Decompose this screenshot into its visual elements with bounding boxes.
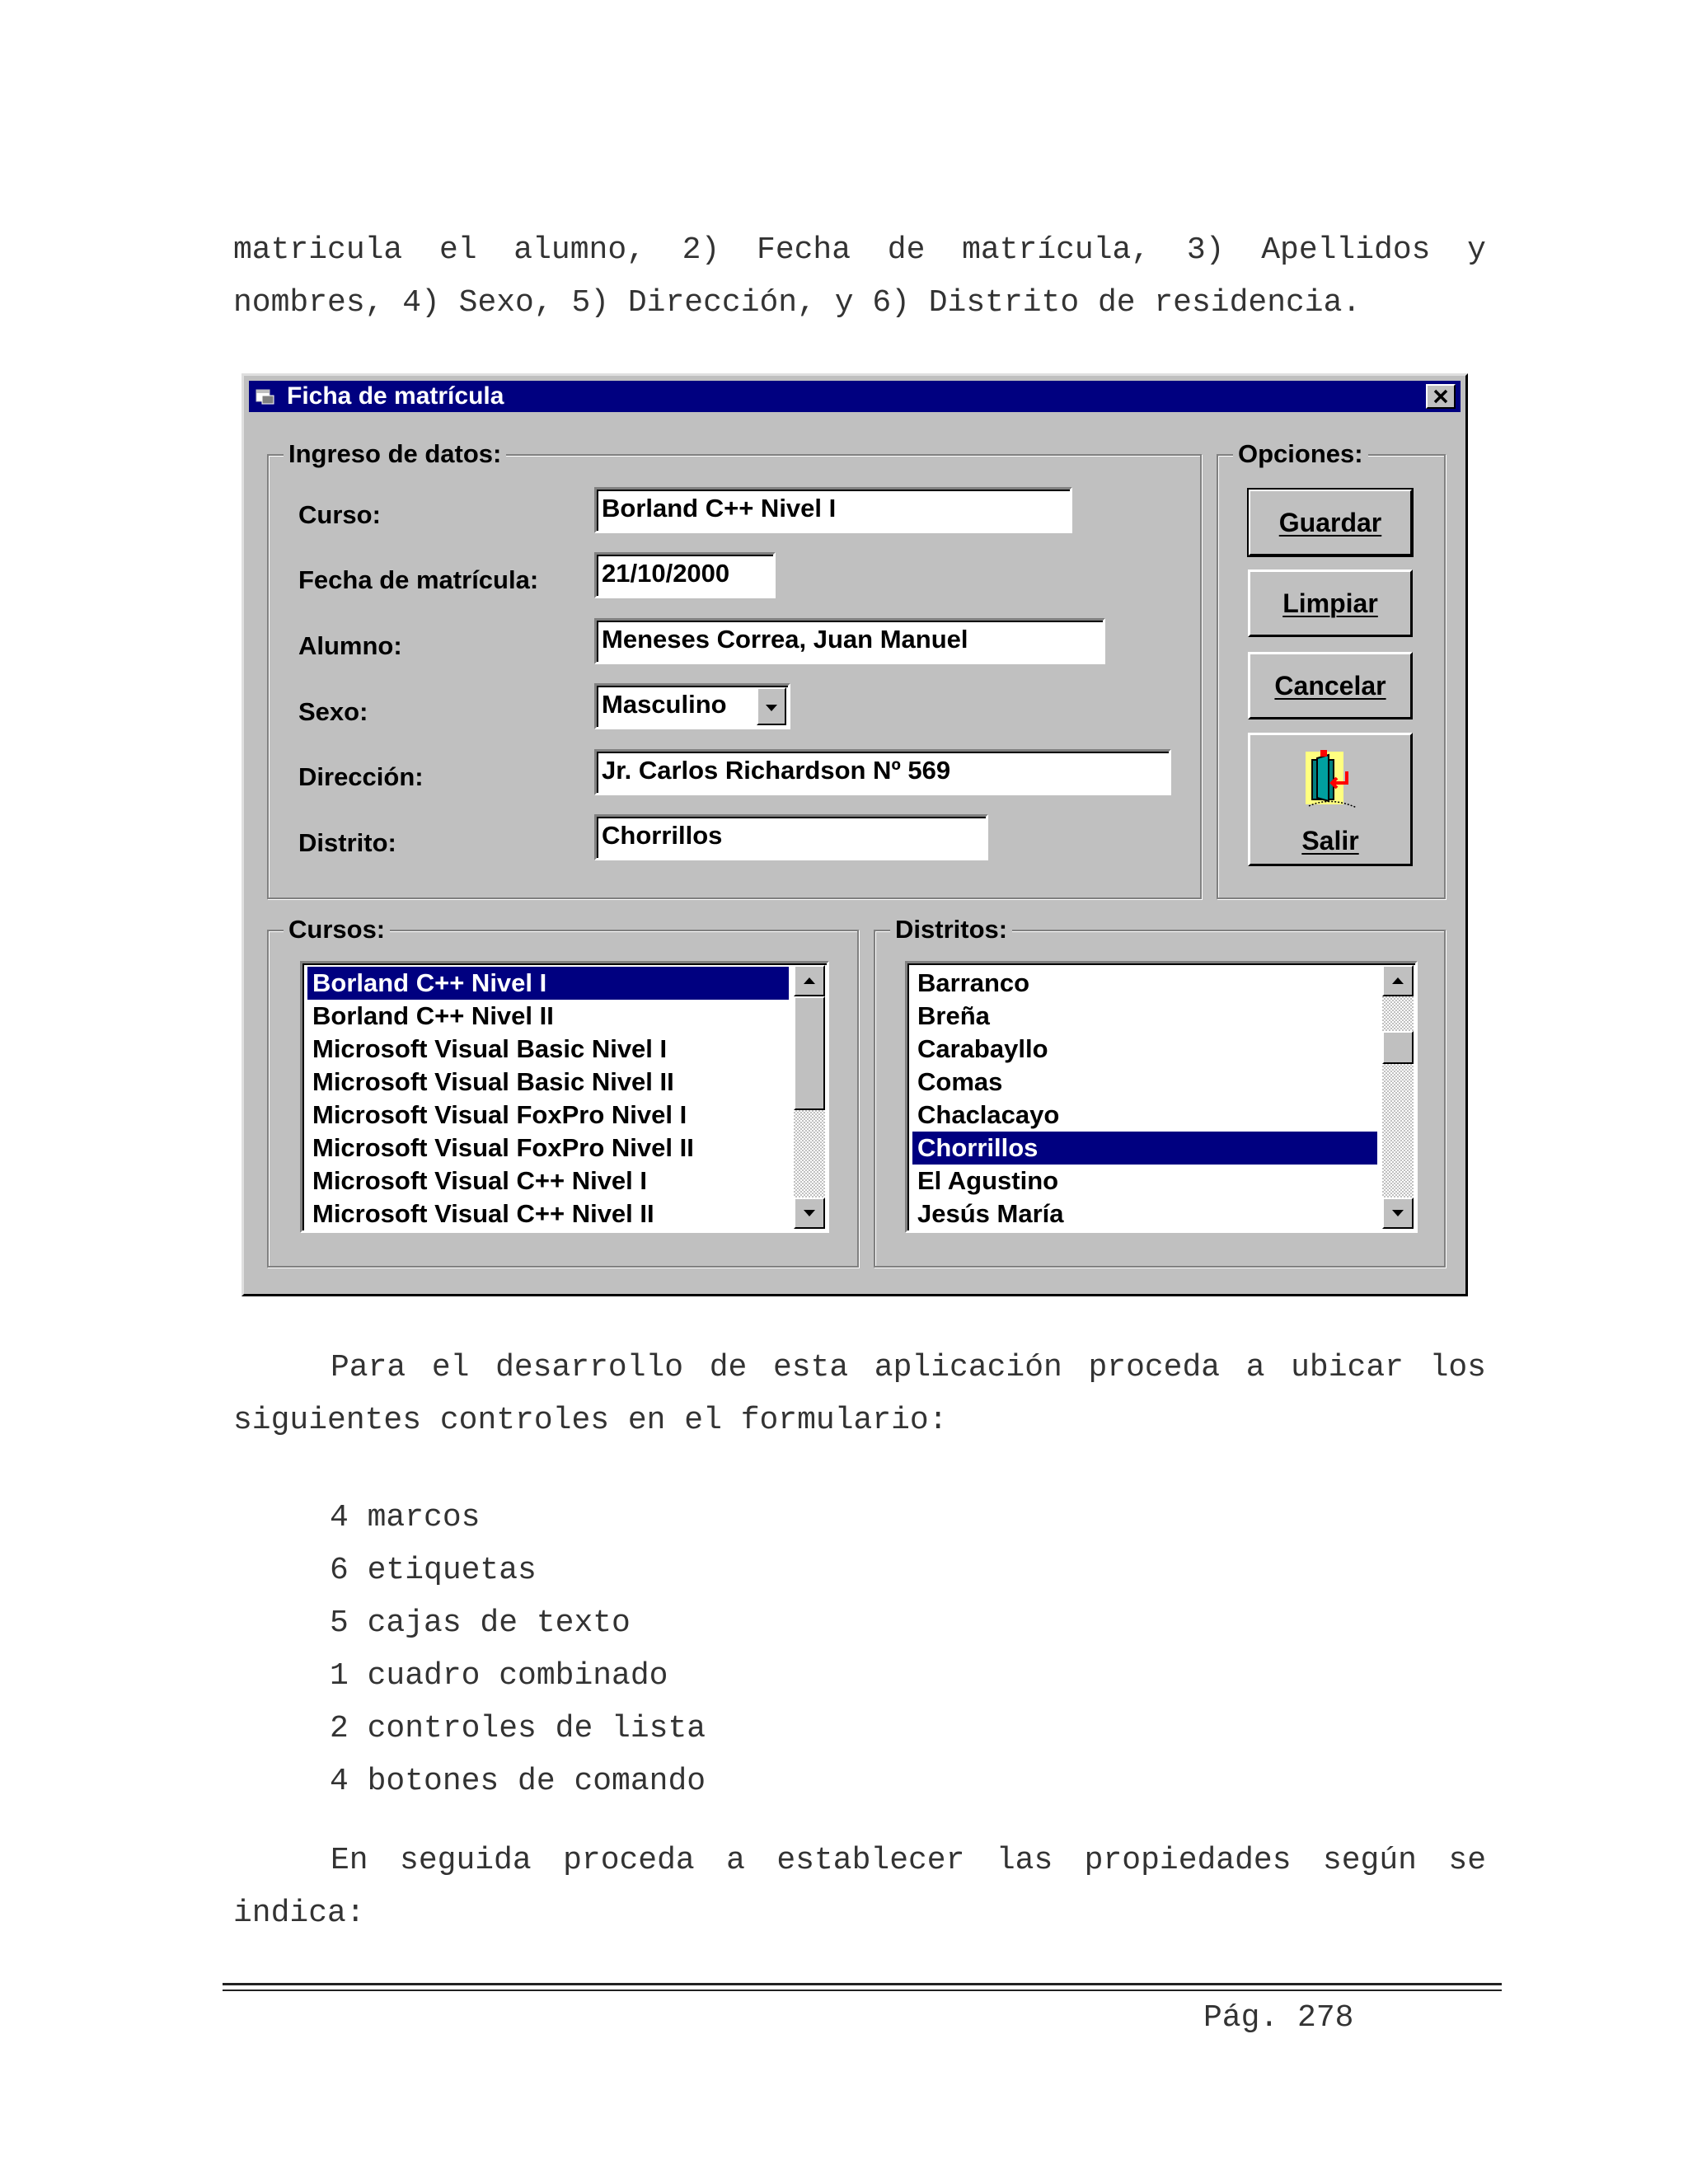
distrito-textbox[interactable]: Chorrillos [594,814,988,860]
sexo-combobox[interactable] [594,683,790,729]
dialog-window [241,373,1468,1296]
distritos-list-item[interactable]: Jesús María [917,1199,1064,1228]
opciones-legend: Opciones: [1233,438,1368,471]
form-icon [256,387,275,405]
curso-label: Curso: [298,500,381,529]
cancelar-button[interactable] [1248,652,1413,719]
intro-line-1: matricula el alumno, 2) Fecha de matrícula, 3) Apellidos y [233,232,1486,268]
salir-button[interactable] [1248,733,1413,866]
sexo-selected-value: Masculino [602,690,727,719]
sexo-label: Sexo: [298,697,368,726]
distritos-list-item[interactable]: Breña [917,1001,990,1030]
cursos-list-item[interactable]: Microsoft Visual Basic Nivel II [312,1067,674,1096]
cursos-scroll-down[interactable] [794,1197,825,1229]
cursos-list-item[interactable]: Microsoft Visual FoxPro Nivel I [312,1100,687,1129]
arrow-up-icon [1384,967,1412,995]
cursos-list-item[interactable]: Borland C++ Nivel II [312,1001,554,1030]
opciones-frame [1217,439,1446,899]
window-title: Ficha de matrícula [287,382,504,410]
title-bar [249,381,1461,412]
cursos-legend: Cursos: [284,913,390,946]
para3-line-2: indica: [233,1896,365,1931]
para2-line-1: Para el desarrollo de esta aplicación proceda a ubicar los [331,1350,1486,1385]
fecha-textbox[interactable]: 21/10/2000 [594,552,776,598]
cursos-frame [267,915,859,1268]
cursos-list-item[interactable]: Microsoft Visual C++ Nivel I [312,1166,648,1195]
arrow-down-icon [1384,1199,1412,1227]
limpiar-button[interactable] [1248,569,1413,637]
list-item: 6 etiquetas [330,1553,537,1588]
cursos-listbox[interactable] [300,961,829,1233]
close-icon [1428,386,1454,407]
distritos-legend: Distritos: [890,913,1012,946]
cursos-list-item[interactable]: Microsoft Visual C++ Nivel II [312,1199,654,1228]
chevron-down-icon [758,689,785,727]
list-item: 1 cuadro combinado [330,1658,668,1694]
distrito-label: Distrito: [298,828,396,857]
curso-textbox[interactable]: Borland C++ Nivel I [594,487,1072,533]
distritos-scroll-thumb[interactable] [1382,1031,1414,1064]
salir-label: Salir [1301,826,1359,855]
exit-door-icon [1297,747,1363,813]
distritos-scroll-down[interactable] [1382,1197,1414,1229]
arrow-down-icon [795,1199,823,1227]
intro-line-2: nombres, 4) Sexo, 5) Dirección, y 6) Distrito de residencia. [233,285,1362,321]
distritos-scrollbar[interactable] [1382,965,1414,1229]
cursos-scrollbar[interactable] [794,965,825,1229]
page-number: Pág. 278 [1203,2000,1354,2036]
fecha-label: Fecha de matrícula: [298,565,539,594]
direccion-label: Dirección: [298,762,424,791]
guardar-button[interactable] [1248,489,1413,556]
cursos-list-item[interactable]: Microsoft Visual FoxPro Nivel II [312,1133,694,1162]
cursos-scroll-thumb[interactable] [794,996,825,1110]
cursos-scroll-up[interactable] [794,965,825,996]
alumno-textbox[interactable]: Meneses Correa, Juan Manuel [594,618,1105,664]
para2-line-2: siguientes controles en el formulario: [233,1403,948,1438]
direccion-textbox[interactable]: Jr. Carlos Richardson Nº 569 [594,749,1171,795]
distritos-list-item[interactable]: Chorrillos [912,1132,1377,1165]
distritos-listbox[interactable] [905,961,1418,1233]
list-item: 5 cajas de texto [330,1605,631,1641]
footer-rule [223,1983,1502,1985]
distritos-list-item[interactable]: Barranco [917,968,1030,997]
para3-line-1: En seguida proceda a establecer las propiedades según se [331,1843,1486,1878]
sexo-dropdown-button[interactable] [757,687,786,725]
cursos-list-item[interactable]: Microsoft Visual Basic Nivel I [312,1034,668,1063]
footer-rule [223,1990,1502,1991]
cursos-list-item[interactable]: Borland C++ Nivel I [307,967,789,1000]
ingreso-legend: Ingreso de datos: [284,438,506,471]
guardar-label: Guardar [1278,508,1382,537]
arrow-up-icon [795,967,823,995]
distritos-list-item[interactable]: El Agustino [917,1166,1059,1195]
ingreso-frame [267,439,1202,899]
cancelar-label: Cancelar [1274,671,1386,701]
list-item: 4 marcos [330,1500,481,1535]
close-button[interactable] [1426,384,1456,409]
alumno-label: Alumno: [298,631,402,660]
controls-list [330,1492,706,1808]
distritos-list-item[interactable]: Comas [917,1067,1003,1096]
distritos-list-item[interactable]: Chaclacayo [917,1100,1060,1129]
list-item: 2 controles de lista [330,1711,706,1746]
distritos-frame [874,915,1446,1268]
limpiar-label: Limpiar [1282,588,1378,618]
list-item: 4 botones de comando [330,1764,706,1799]
distritos-scroll-up[interactable] [1382,965,1414,996]
distritos-list-item[interactable]: Carabayllo [917,1034,1048,1063]
